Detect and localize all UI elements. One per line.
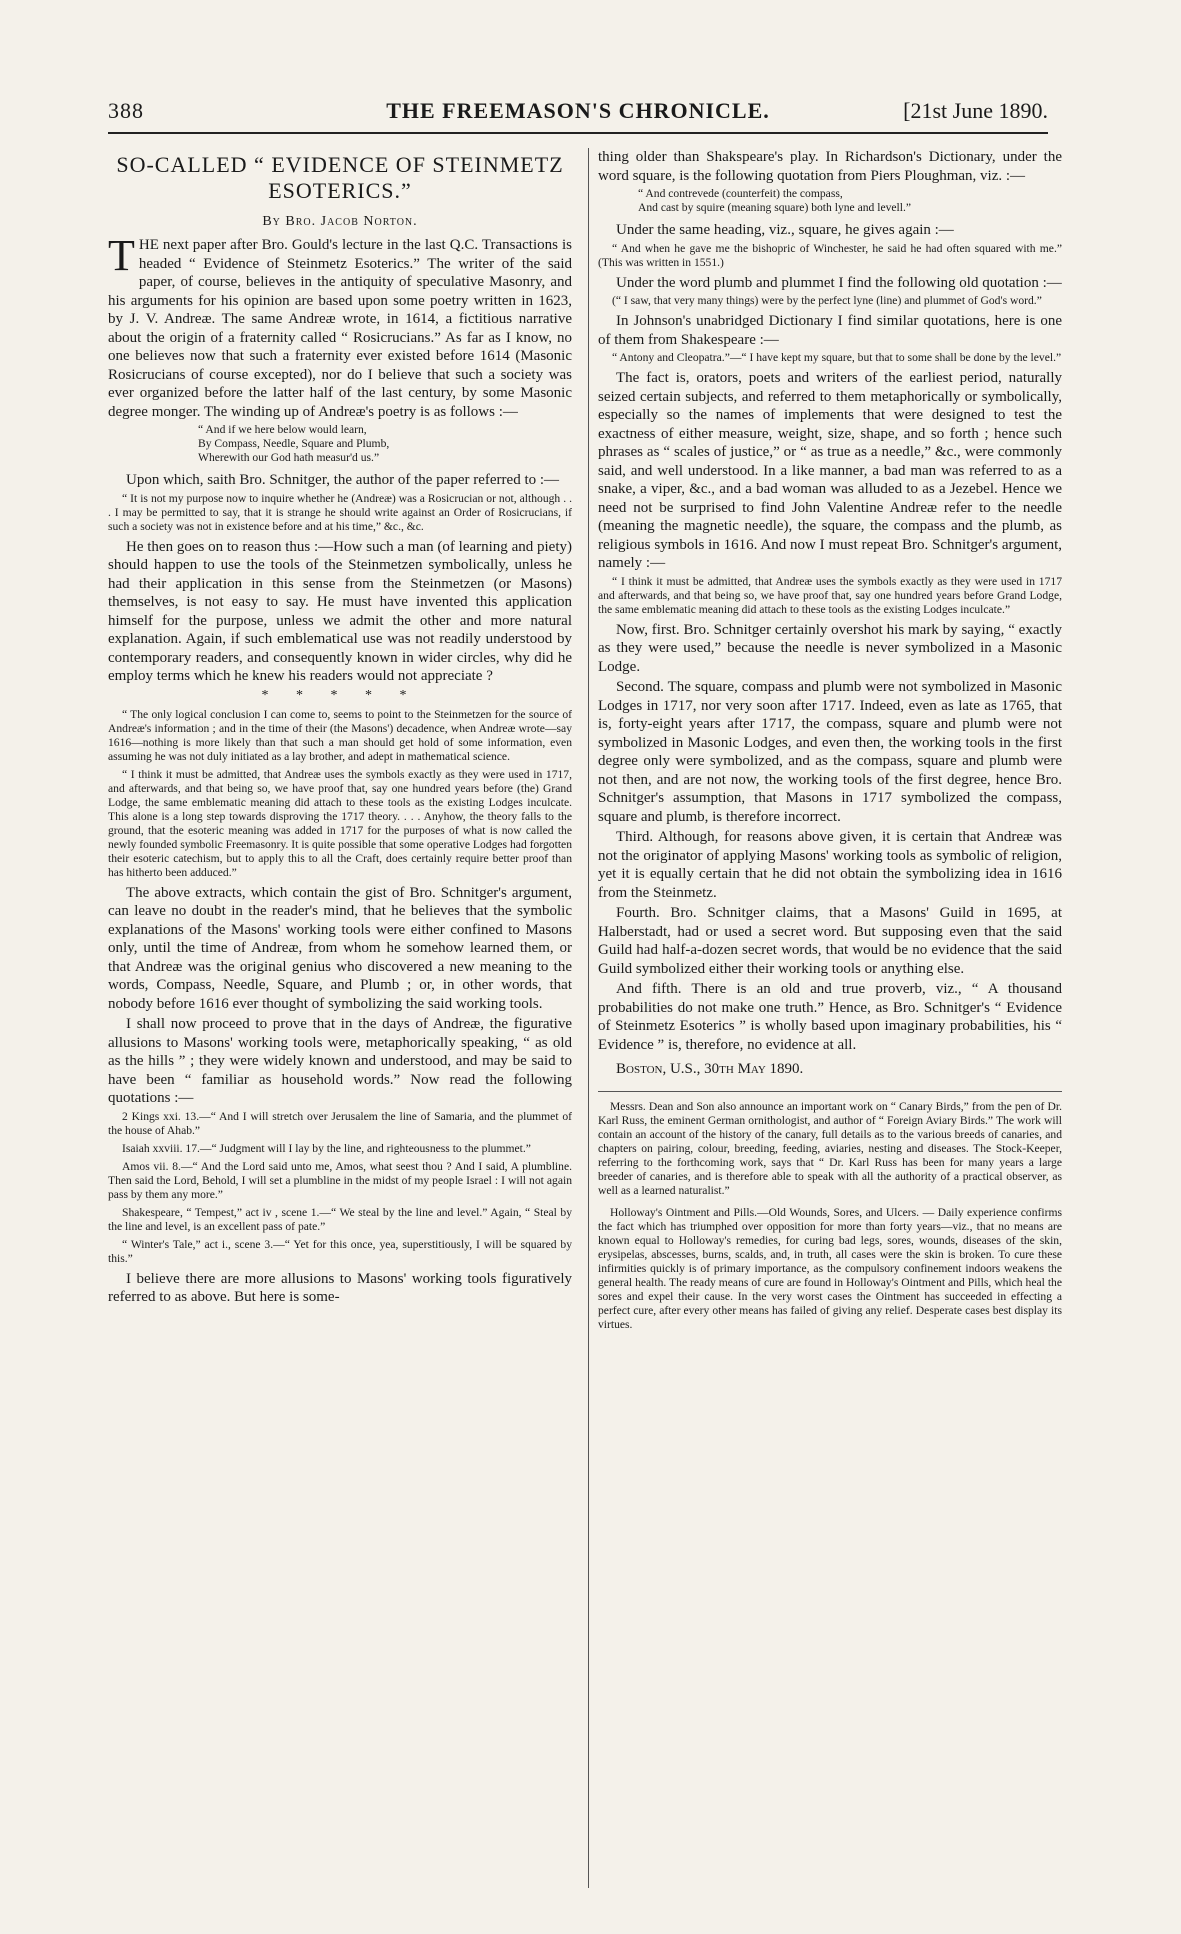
canary-birds-notice: Messrs. Dean and Son also announce an important work on “ Canary Birds,” from the pen of Dr. Karl Russ, the eminent German ornithologist, and author of “ Foreign Aviary Birds.” The work will contain an account of the history of the canary, full details as to the various breeds of canaries, and chapters on pairing, colour, breeding, feeding, aviaries, nesting and diseases. The Stock-Keeper, referring to the forthcoming work, says that “ Dr. Karl Russ has been for many years a large breeder of canaries, and is therefore able to speak with all the authority of a practical observer, as well as a learned naturalist.” — [598, 1099, 1062, 1197]
quote-winchester: “ And when he gave me the bishopric of Winchester, he said he had often squared with me.” (This was written in 1551.) — [598, 241, 1062, 269]
article-para-8: Under the same heading, viz., square, he gives again :— — [616, 222, 954, 238]
quote-isaiah: Isaiah xxviii. 17.—“ Judgment will I lay by the line, and righteousness to the plummet.” — [122, 1141, 531, 1155]
left-column — [108, 148, 572, 1888]
andreae-verse — [198, 423, 572, 465]
section-stars: * * * * * — [261, 687, 419, 703]
schnitger-quote-4: “ I think it must be admitted, that Andreæ uses the symbols exactly as they were used in 1717 and afterwards, and that being so, we have proof that, say one hundred years before Grand Lodge, the same emblematic meaning did attach to these tools as the existing Lodges inculcate.” — [598, 574, 1062, 616]
page-header — [108, 98, 1048, 134]
article-para-1: THE next paper after Bro. Gould's lecture in the last Q.C. Transactions is headed “ Evidence of Steinmetz Esoterics.” The writer of the said paper, of course, believes in the antiquity of speculative Masonry, and his arguments for his opinion are based upon some poetry written in 1623, by J. V. Andreæ. The same Andreæ wrote, in 1614, a fictitious narrative about the origin of a fraternity called “ Rosicrucians.” As far as I know, no one believes now that such a fraternity ever existed before 1614 (Masonic Rosicrucians of course excepted), nor do I believe that such a society was ever organized before the latter half of the last century, by some Masonic degree monger. The winding up of Andreæ's poetry is as follows :— — [108, 231, 572, 420]
article-para-4: The above extracts, which contain the gist of Bro. Schnitger's argument, can leave no doubt in the reader's mind, that he believes that the symbolic explanations of the Masons' working tools were either confined to Masons only, until the time of Andreæ, from whom he somehow learned them, or that Andreæ was the original genius who discovered a new meaning to the words, Compass, Needle, Square, and Plumb ; or, in other words, that nobody before 1616 ever thought of symbolizing the said working tools. — [108, 884, 572, 1012]
article-para-15: Fourth. Bro. Schnitger claims, that a Masons' Guild in 1695, at Halberstadt, had or used a secret word. But supposing even that the said Guild had half-a-dozen secret words, that would be no evidence that the said Guild symbolized either their working tools or anything else. — [598, 905, 1062, 977]
page-number: 388 — [108, 98, 144, 123]
quote-tempest: Shakespeare, “ Tempest,” act iv , scene 1.—“ We steal by the line and level.” Again, “ Steal by the line and level, is an excellent pass of pate.” — [108, 1205, 572, 1233]
holloway-advert: Holloway's Ointment and Pills.—Old Wounds, Sores, and Ulcers. — Daily experience confirms the fact which has triumphed over opposition for more than forty years—viz., that no means are known equal to Holloway's remedies, for curing bad legs, sores, wounds, diseases of the skin, erysipelas, abscesses, burns, scalds, and, in truth, all cases were the skin is broken. To cure these infirmities quickly is of primary importance, as the compulsory confinement indoors weakens the general health. The ready means of cure are found in Holloway's Ointment and Pills, which heal the sores and expel their cause. In the very worst cases the Ointment has succeeded in effecting a perfect cure, after every other means has failed of giving any relief. Desperate cases best display its virtues. — [598, 1205, 1062, 1331]
verse-line: “ And contrevede (counterfeit) the compass, — [638, 187, 843, 200]
drop-cap: T — [108, 231, 135, 280]
article-signature: Boston, U.S., 30th May 1890. — [616, 1061, 804, 1077]
article-para-11: The fact is, orators, poets and writers of the earliest period, naturally seized certain subjects, and referred to them metaphorically or symbolically, especially so the names of implements that were designed to test the exactness of either measure, weight, size, shape, and so forth ; hence such phrases as “ scales of justice,” or “ as true as a needle,” &c., were commonly said, and well understood. In a like manner, a bad man was referred to as a snake, a viper, &c., and a bad woman was alluded to as a Jezebel. Hence we need not be surprised to find John Valentine Andreæ refer to the needle (meaning the magnetic needle), the square, the compass and the plumb, as religious symbols in 1616. And now I must repeat Bro. Schnitger's argument, namely :— — [598, 370, 1062, 571]
article-title: SO-CALLED “ EVIDENCE OF STEINMETZ ESOTERICS.” — [116, 152, 564, 203]
quote-plummet: (“ I saw, that very many things) were by the perfect lyne (line) and plummet of God's word.” — [612, 294, 1042, 307]
article-para-13: Second. The square, compass and plumb were not symbolized in Masonic Lodges in 1717, nor very soon after 1717. Indeed, even as late as 1765, that is, forty-eight years after 1717, the compass, square and plumb were not symbolized in Masonic Lodges, and even then, the working tools in the first degree only were symbolized, and as the compass, square and plumb were not then, and are not now, the working tools of the first degree, hence Bro. Schnitger's assumption, that Masons in 1717 symbolized the compass, square and plumb, is therefore incorrect. — [598, 679, 1062, 825]
publication-title: THE FREEMASON'S CHRONICLE. — [386, 98, 770, 123]
article-para-3: He then goes on to reason thus :—How such a man (of learning and piety) should happen to use the tools of the Steinmetzen symbolically, unless he had their application in this sense from the Steinmetzen (or Masons) themselves, is not easy to say. He must have invented this application himself for the purpose, unless we admit the other and more natural explanation. Again, if such emblematical use was not readily understood by contemporary readers, and consequently known in wider circles, why did he employ terms which he knew his readers would not appreciate ? — [108, 538, 572, 684]
verse-line: Wherewith our God hath measur'd us.” — [198, 451, 380, 464]
article-para-9: Under the word plumb and plummet I find the following old quotation :— — [616, 274, 1062, 291]
schnitger-quote-3: “ I think it must be admitted, that Andreæ uses the symbols exactly as they were used in 1717, and afterwards, and that being so, we have proof that, say one hundred years before (the) Grand Lodge, the same emblematic meaning did attach to these tools as the existing Lodges inculcate. This alone is a long step towards disproving the 1717 theory. . . . Anyhow, the theory falls to the ground, that the esoteric meaning was added in 1717 for the purposes of what is now called the newly founded symbolic Freemasonry. It is quite possible that some operative Lodges had forgotten their esoteric catechism, but to apply this to all the Craft, does certainly require better proof than has hitherto been adduced.” — [108, 767, 572, 879]
article-byline: By Bro. Jacob Norton. — [262, 214, 418, 229]
quote-kings: 2 Kings xxi. 13.—“ And I will stretch over Jerusalem the line of Samaria, and the plummet of the house of Ahab.” — [108, 1109, 572, 1137]
quote-antony-cleopatra: “ Antony and Cleopatra.”—“ I have kept my square, but that to some shall be done by the level.” — [612, 351, 1062, 364]
verse-line: By Compass, Needle, Square and Plumb, — [198, 437, 390, 450]
article-para-7: thing older than Shakspeare's play. In Richardson's Dictionary, under the word square, is the following quotation from Piers Ploughman, viz. :— — [598, 149, 1062, 184]
verse-line: “ And if we here below would learn, — [198, 423, 367, 436]
article-para-6: I believe there are more allusions to Masons' working tools figuratively referred to as above. But here is some- — [108, 1270, 572, 1305]
divider — [598, 1091, 1062, 1092]
column-rule — [588, 148, 589, 1888]
article-para-2: Upon which, saith Bro. Schnitger, the author of the paper referred to :— — [126, 472, 560, 488]
schnitger-quote-1: “ It is not my purpose now to inquire whether he (Andreæ) was a Rosicrucian or not, although . . . I may be permitted to say, that it is strange he should write against an Order of Rosicrucians, if such a society was not in existence before and at his time,” &c., &c. — [108, 491, 572, 533]
article-para-10: In Johnson's unabridged Dictionary I find similar quotations, here is one of them from Shakespeare :— — [598, 313, 1062, 348]
quote-amos: Amos vii. 8.—“ And the Lord said unto me, Amos, what seest thou ? And I said, A plumbline. Then said the Lord, Behold, I will set a plumbline in the midst of my people Israel : I will not again pass by them any more.” — [108, 1159, 572, 1201]
article-para-12: Now, first. Bro. Schnitger certainly overshot his mark by saying, “ exactly as they were used,” because the needle is never symbolized in a Masonic Lodge. — [598, 621, 1062, 675]
piers-ploughman-verse — [638, 187, 1062, 215]
issue-date: [21st June 1890. — [903, 98, 1048, 123]
schnitger-quote-2: “ The only logical conclusion I can come to, seems to point to the Steinmetzen for the source of Andreæ's information ; and in the time of their (the Masons') decadence, when Andreæ wrote—say 1616—nothing is more likely than that such a man should get hold of some information, even assuming he was not duly initiated as a lay brother, and adept in mathematical science. — [108, 707, 572, 763]
right-column — [598, 148, 1062, 1888]
quote-winters-tale: “ Winter's Tale,” act i., scene 3.—“ Yet for this once, yea, superstitiously, I will be squared by this.” — [108, 1237, 572, 1265]
article-para-16: And fifth. There is an old and true proverb, viz., “ A thousand probabilities do not make one truth.” Hence, as Bro. Schnitger's “ Evidence of Steinmetz Esoterics ” is wholly based upon imaginary probabilities, his “ Evidence ” is, therefore, no evidence at all. — [598, 981, 1062, 1053]
verse-line: And cast by squire (meaning square) both lyne and levell.” — [638, 201, 912, 214]
article-para-14: Third. Although, for reasons above given, it is certain that Andreæ was not the originator of applying Masons' working tools as symbolic of religion, yet it is equally certain that he did not obtain the symbolizing idea in 1616 from the Steinmetz. — [598, 829, 1062, 901]
article-para-5: I shall now proceed to prove that in the days of Andreæ, the figurative allusions to Masons' working tools were, metaphorically speaking, “ as old as the hills ” ; they were widely known and understood, and may be said to have been “ familiar as household words.” Now read the following quotations :— — [108, 1016, 572, 1106]
